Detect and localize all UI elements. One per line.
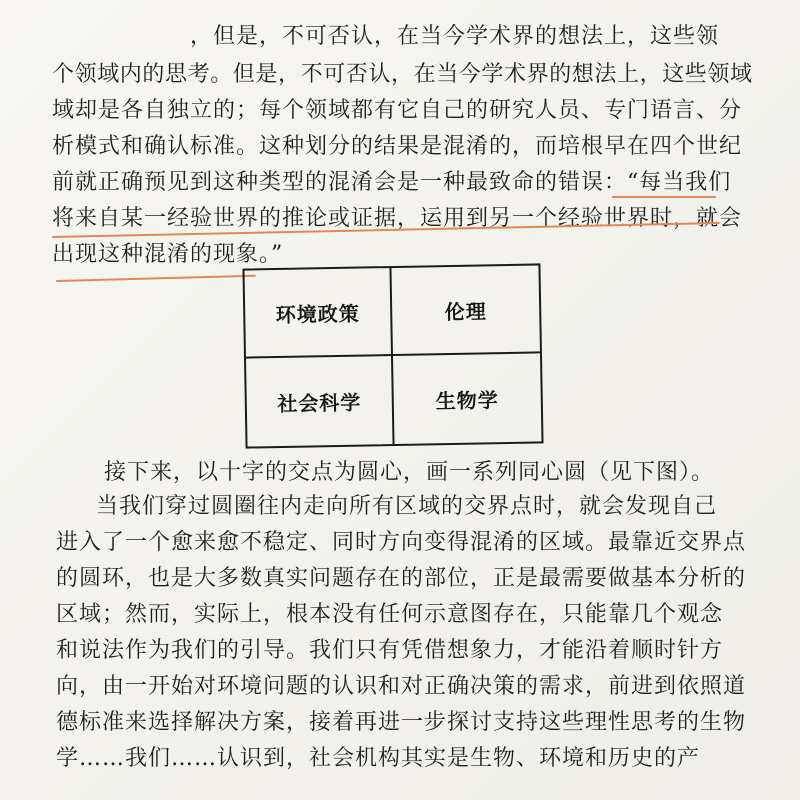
highlight-underline [56, 275, 256, 282]
quadrant-cell: 环境政策 [244, 268, 393, 359]
quadrant-cell: 伦理 [391, 265, 540, 356]
text-line: 当我们穿过圆圈往内走向所有区域的交界点时，就会发现自己 [96, 494, 718, 519]
text-line: 和说法作为我们的引导。我们只有凭借想象力，才能沿着顺时针方 [56, 638, 724, 663]
text-line: 出现这种混淆的现象。” [52, 242, 284, 267]
text-line: 学……我们……认识到，社会机构其实是生物、环境和历史的产 [56, 746, 701, 771]
quadrant-cell: 社会科学 [246, 356, 395, 447]
text-line: 区域；然而，实际上，根本没有任何示意图存在，只能靠几个观念 [56, 602, 724, 627]
text-line: ，但是，不可否认，在当今学术界的想法上，这些领 [190, 24, 720, 49]
highlight-underline [612, 196, 716, 198]
text-line: 进入了一个愈来愈不稳定、同时方向变得混淆的区域。最靠近交界点 [56, 530, 747, 555]
text-line: 域却是各自独立的；每个领域都有它自己的研究人员、专门语言、分 [52, 98, 743, 123]
text-line: 德标准来选择解决方案，接着再进一步探讨支持这些理性思考的生物 [56, 710, 747, 735]
text-line: 向，由一开始对环境问题的认识和对正确决策的需求，前进到依照道 [56, 674, 747, 699]
text-line: 将来自某一经验世界的推论或证据，运用到另一个经验世界时，就会 [52, 206, 743, 231]
text-line: 析模式和确认标准。这种划分的结果是混淆的，而培根早在四个世纪 [52, 134, 743, 159]
text-line: 个领域内的思考。但是，不可否认，在当今学术界的想法上，这些领域 [52, 62, 753, 87]
quadrant-cell: 生物学 [435, 387, 499, 413]
text-line: 的圆环，也是大多数真实问题存在的部位，正是最需要做基本分析的 [56, 566, 747, 591]
text-line: 接下来，以十字的交点为圆心，画一系列同心圆（见下图）。 [104, 460, 715, 485]
text-line: 前就正确预见到这种类型的混淆会是一种最致命的错误：“每当我们 [52, 170, 732, 195]
quadrant-diagram [242, 263, 543, 448]
